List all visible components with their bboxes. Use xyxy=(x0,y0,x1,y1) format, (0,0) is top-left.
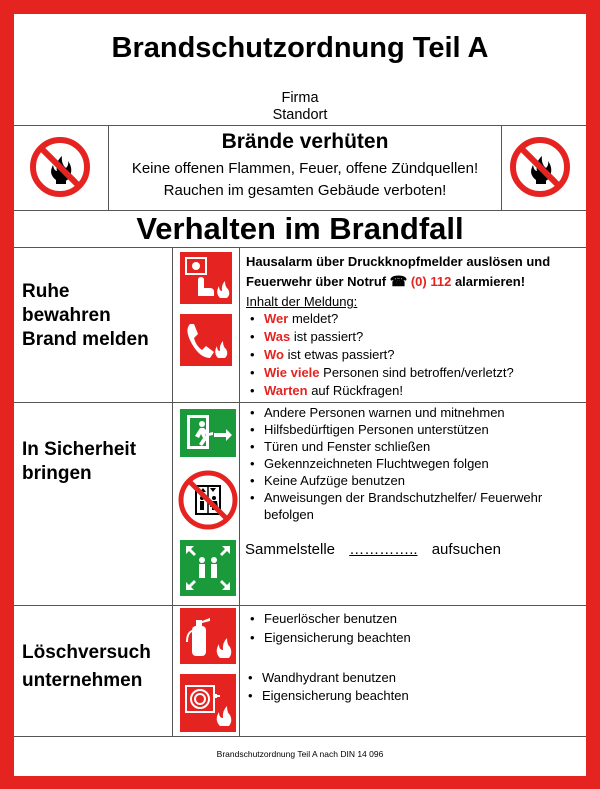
section-label-evacuate xyxy=(22,438,136,486)
list-item xyxy=(264,347,395,362)
sign-frame xyxy=(14,14,586,776)
divider xyxy=(501,125,502,210)
emergency-exit-icon xyxy=(180,409,236,457)
standort-label: Standort xyxy=(272,107,328,123)
list-item: • Gekennzeichneten Fluchtwegen folgen xyxy=(264,456,489,471)
divider xyxy=(14,736,586,737)
item-text: ist etwas passiert? xyxy=(283,347,395,362)
item-text: Personen sind betroffen/verletzt? xyxy=(319,365,514,380)
alarm-text: Feuerwehr über Notruf xyxy=(246,274,387,289)
list-item: • Andere Personen warnen und mitnehmen xyxy=(264,405,505,420)
list-item: • Eigensicherung beachten xyxy=(264,630,411,645)
list-item: • Eigensicherung beachten xyxy=(262,688,409,703)
divider xyxy=(14,247,586,248)
label-line: bewahren xyxy=(22,305,111,326)
firma-label: Firma xyxy=(281,90,319,106)
label-line: Brand melden xyxy=(22,329,149,350)
prevention-title: Brände verhüten xyxy=(221,130,389,153)
list-item xyxy=(264,311,338,326)
fire-extinguisher-icon xyxy=(180,608,236,664)
label-line: unternehmen xyxy=(22,670,143,691)
list-item: • Feuerlöscher benutzen xyxy=(264,611,397,626)
divider xyxy=(239,247,240,736)
keyword: Warten xyxy=(264,383,308,398)
report-heading: Inhalt der Meldung: xyxy=(246,294,358,309)
label-line: bringen xyxy=(22,463,92,484)
divider xyxy=(14,402,586,403)
list-item xyxy=(264,329,363,344)
company-info xyxy=(14,90,586,124)
assembly-point-line xyxy=(245,541,501,558)
no-open-flame-icon xyxy=(509,136,571,198)
list-item: • Anweisungen der Brandschutzhelfer/ Feuerwehr xyxy=(264,490,542,505)
label-line: Löschversuch xyxy=(22,642,151,663)
footer-note: Brandschutzordnung Teil A nach DIN 14 096 xyxy=(216,749,384,759)
keyword: Wo xyxy=(264,347,284,362)
list-item: • Hilfsbedürftigen Personen unterstützen xyxy=(264,422,489,437)
assembly-placeholder: ………….. xyxy=(349,541,418,558)
phone-icon: ☎ xyxy=(389,273,408,289)
list-item: • Wandhydrant benutzen xyxy=(262,670,396,685)
keyword: Was xyxy=(264,329,291,344)
section-label-extinguish xyxy=(22,639,151,695)
assembly-label: Sammelstelle xyxy=(245,541,336,558)
fire-hose-icon xyxy=(180,674,236,732)
alarm-instruction-2 xyxy=(246,273,525,290)
section-heading: Verhalten im Brandfall xyxy=(136,211,464,246)
assembly-suffix: aufsuchen xyxy=(431,541,501,558)
divider xyxy=(172,247,173,736)
prevention-line: Rauchen im gesamten Gebäude verboten! xyxy=(163,182,447,199)
divider xyxy=(14,605,586,606)
list-item: • Keine Aufzüge benutzen xyxy=(264,473,405,488)
item-text: meldet? xyxy=(288,311,339,326)
list-item: • Türen und Fenster schließen xyxy=(264,439,430,454)
keyword: Wie viele xyxy=(264,365,320,380)
section-label-report xyxy=(22,280,149,352)
no-elevator-icon xyxy=(178,470,238,530)
list-item xyxy=(264,383,403,398)
alarm-instruction: Hausalarm über Druckknopfmelder auslösen und xyxy=(246,254,551,269)
keyword: Wer xyxy=(264,311,289,326)
label-line: Ruhe xyxy=(22,281,70,302)
page-title: Brandschutzordnung Teil A xyxy=(111,32,489,64)
emergency-number: (0) 112 xyxy=(410,274,452,289)
alarm-text: alarmieren! xyxy=(454,274,526,289)
prevention-line: Keine offenen Flammen, Feuer, offene Zündquellen! xyxy=(131,160,479,177)
assembly-point-icon xyxy=(180,540,236,596)
label-line: In Sicherheit xyxy=(22,439,137,460)
no-open-flame-icon xyxy=(29,136,91,198)
item-text: auf Rückfragen! xyxy=(307,383,403,398)
list-item xyxy=(264,365,514,380)
fire-alarm-button-icon xyxy=(180,252,232,304)
item-text: ist passiert? xyxy=(290,329,364,344)
list-item-continuation: befolgen xyxy=(264,507,314,522)
emergency-phone-icon xyxy=(180,314,232,366)
